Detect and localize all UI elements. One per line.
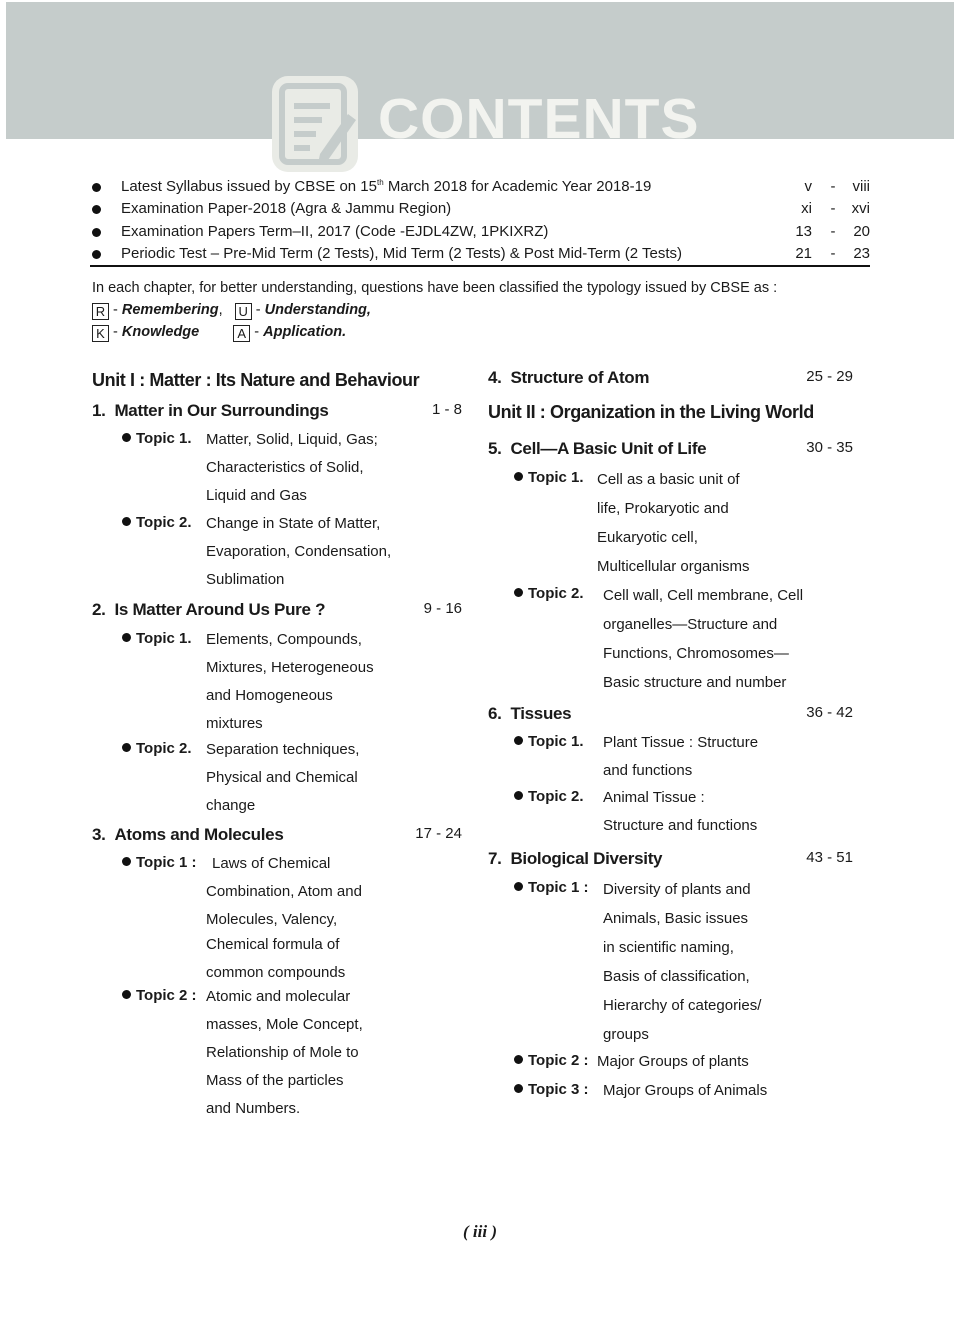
page-dash: - bbox=[830, 222, 836, 240]
topic-line: Combination, Atom and bbox=[206, 883, 362, 900]
chapter-pages: 1 - 8 bbox=[431, 401, 462, 418]
legend-label: Knowledge bbox=[121, 324, 200, 340]
topic-line: change bbox=[206, 797, 256, 814]
topic-line: Mass of the particles bbox=[206, 1072, 344, 1089]
topic-line: Sublimation bbox=[206, 571, 285, 588]
chapter-number: 7. bbox=[488, 849, 502, 868]
topic-label: Topic 2. bbox=[514, 585, 584, 602]
topic-line: and Homogeneous bbox=[206, 687, 333, 704]
chapter-number: 2. bbox=[92, 600, 106, 619]
page-to: xvi bbox=[851, 200, 870, 218]
legend-comma: , bbox=[218, 302, 223, 318]
legend-key: A bbox=[233, 325, 250, 342]
page-to: 23 bbox=[853, 244, 870, 262]
page-number: ( iii ) bbox=[463, 1222, 497, 1241]
topic-line: Elements, Compounds, bbox=[206, 631, 362, 648]
chapter-entry[interactable] bbox=[488, 439, 853, 459]
item-text: Latest Syllabus issued by CBSE on 15 bbox=[121, 178, 377, 195]
topic-line: Animal Tissue : bbox=[603, 789, 705, 806]
bullet-icon bbox=[92, 183, 101, 192]
topic-line: masses, Mole Concept, bbox=[206, 1016, 363, 1033]
document-pen-icon bbox=[270, 74, 360, 174]
topic-label: Topic 1. bbox=[122, 430, 192, 447]
topic-label: Topic 2. bbox=[514, 788, 584, 805]
topic-line: mixtures bbox=[206, 715, 263, 732]
legend-key: U bbox=[235, 303, 252, 320]
topic-label: Topic 1 : bbox=[122, 854, 197, 871]
front-matter-item bbox=[90, 243, 870, 265]
topic-line: Relationship of Mole to bbox=[206, 1044, 359, 1061]
page-from: 21 bbox=[795, 244, 812, 262]
chapter-title: Tissues bbox=[510, 704, 572, 723]
topic-line: Hierarchy of categories/ bbox=[603, 997, 762, 1014]
unit-title[interactable]: Unit II : Organization in the Living World bbox=[488, 402, 814, 422]
divider bbox=[90, 265, 870, 267]
topic-line: Chemical formula of bbox=[206, 936, 340, 953]
topic-line: common compounds bbox=[206, 964, 346, 981]
chapter-pages: 43 - 51 bbox=[806, 849, 853, 866]
chapter-pages: 9 - 16 bbox=[423, 600, 462, 617]
topic-line: Laws of Chemical bbox=[212, 855, 331, 872]
topic-line: Functions, Chromosomes— bbox=[603, 645, 789, 662]
chapter-entry[interactable] bbox=[92, 600, 462, 620]
chapter-entry[interactable] bbox=[92, 401, 462, 421]
topic-line: life, Prokaryotic and bbox=[597, 500, 729, 517]
topic-label: Topic 1. bbox=[514, 733, 584, 750]
topic-label: Topic 1. bbox=[514, 469, 584, 486]
topic-line: Characteristics of Solid, bbox=[206, 459, 364, 476]
legend-label: Application. bbox=[263, 324, 347, 340]
chapter-entry[interactable] bbox=[488, 368, 853, 388]
topic-line: Basic structure and number bbox=[603, 674, 787, 691]
topic-line: and Numbers. bbox=[206, 1100, 301, 1117]
front-matter-item bbox=[90, 198, 870, 220]
chapter-entry[interactable] bbox=[488, 849, 853, 869]
topic-line: groups bbox=[603, 1026, 649, 1043]
topic-line: Structure and functions bbox=[603, 817, 758, 834]
topic-label: Topic 2. bbox=[122, 740, 192, 757]
chapter-title: Atoms and Molecules bbox=[114, 825, 284, 844]
topic-line: Atomic and molecular bbox=[206, 988, 351, 1005]
topic-line: Molecules, Valency, bbox=[206, 911, 338, 928]
topic-label: Topic 1 : bbox=[514, 879, 589, 896]
topic-line: Physical and Chemical bbox=[206, 769, 358, 786]
bullet-icon bbox=[92, 228, 101, 237]
topic-label: Topic 3 : bbox=[514, 1081, 589, 1098]
topic-label: Topic 2 : bbox=[514, 1052, 589, 1069]
item-text: Periodic Test – Pre-Mid Term (2 Tests), Mid Term (2 Tests) & Post Mid-Term (2 Tests) bbox=[121, 244, 682, 262]
legend-key: R bbox=[92, 303, 109, 320]
chapter-pages: 30 - 35 bbox=[806, 439, 853, 456]
topic-line: in scientific naming, bbox=[603, 939, 734, 956]
chapter-entry[interactable] bbox=[488, 704, 853, 724]
front-matter-list bbox=[90, 176, 870, 265]
topic-line: Mixtures, Heterogeneous bbox=[206, 659, 374, 676]
chapter-number: 3. bbox=[92, 825, 106, 844]
chapter-entry[interactable] bbox=[92, 825, 462, 845]
topic-line: Cell as a basic unit of bbox=[597, 471, 740, 488]
front-matter-item bbox=[90, 176, 870, 198]
page-to: 20 bbox=[853, 222, 870, 240]
chapter-number: 1. bbox=[92, 401, 106, 420]
chapter-title: Structure of Atom bbox=[510, 368, 650, 387]
legend-label: Understanding, bbox=[264, 302, 371, 318]
topic-line: and functions bbox=[603, 762, 693, 779]
page-from: v bbox=[804, 178, 812, 195]
topic-line: Basis of classification, bbox=[603, 968, 750, 985]
typology-legend: In each chapter, for better understanding, questions have been classified the typology issued by CBSE as : R - Remembering, U - Understanding, K - Knowledge A - Application. bbox=[92, 277, 872, 343]
chapter-pages: 25 - 29 bbox=[806, 368, 853, 385]
page-to: viii bbox=[852, 178, 870, 195]
chapter-title: Cell—A Basic Unit of Life bbox=[510, 439, 707, 458]
chapter-pages: 36 - 42 bbox=[806, 704, 853, 721]
item-superscript: th bbox=[376, 178, 384, 187]
legend-label: Remembering bbox=[121, 302, 219, 318]
page-title: CONTENTS bbox=[378, 87, 700, 151]
topic-line: Major Groups of plants bbox=[597, 1053, 749, 1070]
legend-key: K bbox=[92, 325, 109, 342]
topic-line: Eukaryotic cell, bbox=[597, 529, 698, 546]
bullet-icon bbox=[92, 205, 101, 214]
page-dash: - bbox=[830, 200, 836, 218]
chapter-pages: 17 - 24 bbox=[415, 825, 462, 842]
topic-label: Topic 2 : bbox=[122, 987, 197, 1004]
topic-label: Topic 2. bbox=[122, 514, 192, 531]
chapter-title: Matter in Our Surroundings bbox=[114, 401, 329, 420]
chapter-number: 4. bbox=[488, 368, 502, 387]
topic-line: Change in State of Matter, bbox=[206, 515, 381, 532]
page-dash: - bbox=[830, 178, 836, 195]
topic-line: Separation techniques, bbox=[206, 741, 360, 758]
page-from: xi bbox=[801, 200, 812, 218]
front-matter-item bbox=[90, 221, 870, 243]
topic-line: Liquid and Gas bbox=[206, 487, 307, 504]
topic-line: Plant Tissue : Structure bbox=[603, 734, 759, 751]
topic-line: Cell wall, Cell membrane, Cell bbox=[603, 587, 804, 604]
chapter-number: 5. bbox=[488, 439, 502, 458]
chapter-number: 6. bbox=[488, 704, 502, 723]
item-text-rest: March 2018 for Academic Year 2018-19 bbox=[383, 178, 652, 195]
chapter-title: Is Matter Around Us Pure ? bbox=[114, 600, 326, 619]
legend-intro: In each chapter, for better understanding, questions have been classified the typology issued by CBSE as : bbox=[92, 280, 778, 296]
topic-line: Diversity of plants and bbox=[603, 881, 751, 898]
topic-line: Multicellular organisms bbox=[597, 558, 750, 575]
topic-line: Evaporation, Condensation, bbox=[206, 543, 392, 560]
topic-line: Animals, Basic issues bbox=[603, 910, 749, 927]
unit-title[interactable]: Unit I : Matter : Its Nature and Behaviour bbox=[92, 370, 420, 390]
topic-line: organelles—Structure and bbox=[603, 616, 778, 633]
chapter-title: Biological Diversity bbox=[510, 849, 663, 868]
topic-line: Matter, Solid, Liquid, Gas; bbox=[206, 431, 378, 448]
topic-line: Major Groups of Animals bbox=[603, 1082, 768, 1099]
page-dash: - bbox=[830, 244, 836, 262]
page-from: 13 bbox=[795, 222, 812, 240]
item-text: Examination Papers Term–II, 2017 (Code -EJDL4ZW, 1PKIXRZ) bbox=[121, 222, 549, 240]
item-text: Examination Paper-2018 (Agra & Jammu Region) bbox=[121, 200, 452, 218]
bullet-icon bbox=[92, 250, 101, 259]
topic-label: Topic 1. bbox=[122, 630, 192, 647]
